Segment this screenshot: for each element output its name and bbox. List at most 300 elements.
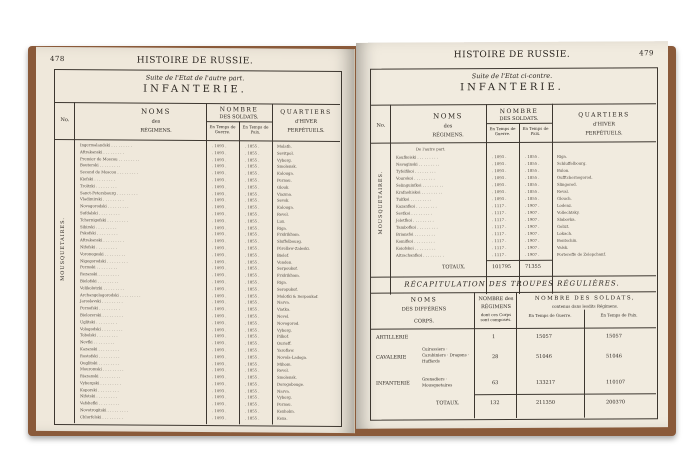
recap-hdr-paix: En Temps de Paix.: [600, 312, 638, 318]
right-row-9-war: . 1117 .: [492, 217, 507, 223]
left-row-13-names: Pskofski . . . . . . . . .: [80, 230, 118, 236]
left-row-19-quarter: Fridrikham.: [277, 272, 300, 278]
left-row-38-names: Vafshefki . . . . . . . . .: [80, 400, 120, 406]
recap-total-war: 211350: [536, 399, 556, 406]
left-row-37-names: Nifotski . . . . . . . . .: [80, 393, 117, 399]
right-row-3-quarter: Oufftchernogorod.: [557, 174, 593, 180]
left-war-col: [212, 143, 238, 422]
left-row-24-names: Pernofski . . . . . . . . .: [80, 305, 120, 311]
right-row-10-quarter: Golizt.: [557, 223, 570, 229]
left-row-25-war: . 1093 .: [212, 313, 227, 319]
left-row-39-war: . 1093 .: [212, 408, 227, 414]
left-hdr-des-soldats: DES SOLDATS.: [219, 114, 259, 121]
right-row-0-war: . 1093 .: [492, 154, 507, 160]
right-row-8-war: . 1117 .: [492, 210, 507, 216]
left-row-11-peace: . 1855 .: [245, 218, 260, 224]
left-row-34-war: . 1093 .: [212, 374, 227, 380]
left-row-27-war: . 1093 .: [212, 326, 227, 332]
right-row-8-names: Sevfkoi . . . . . . . . .: [396, 210, 432, 216]
left-row-1-peace: . 1855 .: [245, 150, 260, 156]
left-row-36-war: . 1093 .: [212, 387, 227, 393]
left-side-label: MOUSQUETAIRES.: [60, 217, 66, 281]
left-row-21-names: Velikolutzki . . . . . . . . .: [80, 284, 125, 291]
left-row-31-quarter: Novoïa-Ladoga.: [277, 354, 308, 360]
left-row-7-quarter: Viazma.: [277, 191, 293, 197]
left-row-36-peace: . 1855 .: [245, 388, 260, 394]
left-vline-3: [239, 121, 240, 424]
right-row-1-peace: . 1855 .: [525, 160, 540, 166]
right-row-14-names: Altrachanfkoi . . . . . . . . .: [396, 252, 444, 258]
left-row-13-war: . 1093 .: [212, 231, 227, 237]
left-row-20-names: Bielofski . . . . . . . . .: [80, 278, 119, 284]
left-row-27-quarter: Vyborg.: [277, 327, 292, 333]
right-page: [356, 41, 668, 429]
recap-cavalerie-sub: Cuirassiers · Carabiniers · Dragons · Huffards: [422, 346, 470, 364]
left-row-11-names: Tchernigofski . . . . . . . . .: [80, 216, 128, 223]
right-hdr-guerre: En Temps de Guerre.: [489, 125, 516, 137]
left-row-29-names: Nevfki . . . . . . . . .: [80, 339, 115, 345]
left-row-0-quarter: Molath.: [277, 143, 292, 149]
left-hdr-nombre: NOMBRE: [219, 106, 259, 114]
recap-cavalerie-label: CAVALERIE: [376, 354, 407, 361]
left-row-15-war: . 1093 .: [212, 245, 227, 251]
left-row-0-war: . 1093 .: [212, 143, 227, 149]
right-row-13-quarter: Valsk.: [557, 244, 569, 250]
right-vline-2: [486, 104, 487, 294]
left-row-7-war: . 1093 .: [212, 190, 227, 196]
left-row-34-peace: . 1855 .: [245, 374, 260, 380]
left-row-5-peace: . 1855 .: [245, 177, 260, 183]
left-row-10-war: . 1093 .: [212, 211, 227, 217]
right-row-2-war: . 1093 .: [492, 168, 507, 174]
left-row-18-quarter: Serpoukof.: [277, 265, 298, 272]
right-row-12-peace: . 1907 .: [525, 237, 540, 243]
right-row-2-quarter: Bulon.: [557, 167, 570, 173]
left-row-2-peace: . 1855 .: [245, 156, 260, 163]
right-running-head: [356, 49, 668, 61]
left-row-38-war: . 1093 .: [212, 401, 227, 407]
recap-cavalerie-peace: 51046: [606, 353, 622, 360]
right-row-7-peace: . 1907 .: [525, 202, 540, 208]
right-war-col: [492, 153, 518, 258]
recap-hdr-differens: DES DIFFÉRENS: [401, 306, 447, 313]
left-row-28-quarter: Pilkof.: [277, 333, 290, 339]
left-row-27-peace: . 1855 .: [245, 326, 260, 332]
right-row-5-names: Krafnohiskoi . . . . . . . . .: [396, 189, 443, 195]
left-row-26-war: . 1093 .: [212, 319, 227, 325]
left-row-25-peace: . 1855 .: [245, 313, 260, 319]
left-row-29-quarter: Ourieff.: [277, 340, 292, 346]
left-row-25-names: Bielozerski . . . . . . . . .: [80, 312, 124, 318]
recap-hdr-contenus: contenus dans lesdits Régimens.: [551, 303, 619, 309]
left-vline-4: [272, 104, 273, 425]
right-hdr-paix: En Temps de Paix.: [522, 125, 549, 136]
left-row-7-peace: . 1855 .: [245, 190, 260, 197]
right-quarter-col: [557, 152, 653, 258]
left-row-2-names: Premier de Moscou . . . . . . . . .: [80, 155, 140, 162]
right-hdr-des-soldats: DES SOLDATS.: [499, 115, 539, 123]
left-running-title: HISTOIRE DE RUSSIE.: [136, 55, 254, 67]
recap-artillerie-label: ARTILLERIE: [376, 334, 409, 341]
left-row-12-names: Sibirski . . . . . . . . .: [80, 223, 117, 230]
right-vline-4: [552, 104, 553, 294]
left-row-37-quarter: Vyborg.: [277, 395, 292, 401]
left-row-3-quarter: Smolensk.: [277, 163, 297, 170]
left-row-3-peace: . 1855 .: [245, 163, 260, 169]
left-row-2-quarter: Vyborg.: [277, 157, 292, 163]
right-hdr-perpetuels: PERPÉTUELS.: [585, 130, 623, 137]
right-subtitle: Suite de l'Etat ci-contre.: [471, 71, 553, 81]
recap-artillerie-regimens: 1: [492, 334, 496, 341]
left-row-3-names: Bouterski . . . . . . . . .: [80, 162, 121, 168]
right-row-7-names: Kazanfkoi . . . . . . . . .: [396, 203, 437, 209]
recap-total-peace: 200370: [606, 399, 626, 406]
left-row-40-war: . 1093 .: [212, 414, 227, 421]
left-vline-2: [206, 103, 207, 424]
recap-infanterie-regimens: 63: [492, 380, 499, 387]
right-row-13-peace: . 1907 .: [525, 244, 540, 250]
right-row-8-peace: . 1907 .: [525, 209, 540, 215]
right-row-3-war: . 1093 .: [492, 175, 507, 181]
left-row-13-quarter: Fridrikham.: [277, 231, 300, 238]
right-row-4-peace: . 1855 .: [525, 181, 540, 187]
left-row-13-peace: . 1855 .: [245, 231, 260, 237]
left-row-5-names: Kiefski . . . . . . . . .: [80, 176, 115, 182]
right-peace-col: [525, 153, 551, 258]
recap-vline-2: [516, 292, 517, 418]
recap-total-regimens: 132: [490, 400, 500, 407]
left-row-20-quarter: Riga.: [277, 279, 287, 285]
right-row-10-names: Tambofkoi . . . . . . . . .: [396, 224, 438, 230]
left-quarter-col: [277, 144, 337, 423]
left-row-10-names: Sufdalski . . . . . . . . .: [80, 210, 120, 216]
right-row-0-quarter: Riga.: [557, 153, 567, 159]
recap-vline-3: [584, 310, 585, 418]
left-row-22-quarter: Molotki & Serpoukof.: [277, 293, 319, 299]
right-row-2-peace: . 1855 .: [525, 167, 540, 173]
left-row-36-names: Koporski . . . . . . . . .: [80, 386, 119, 393]
recap-hdr-nombre: NOMBRE des: [478, 295, 514, 303]
left-subtitle: Suite de l'Etat de l'autre part.: [145, 73, 245, 83]
right-hdr-regimens: RÉGIMENS.: [432, 132, 464, 139]
left-row-35-quarter: Dorogobouge.: [277, 381, 305, 387]
right-row-10-peace: . 1907 .: [525, 223, 540, 229]
left-hdr-perpetuels: PERPÉTUELS.: [287, 127, 325, 134]
left-row-6-war: . 1093 .: [212, 183, 227, 189]
left-row-33-war: . 1093 .: [212, 367, 227, 373]
right-row-11-war: . 1117 .: [492, 231, 507, 237]
left-row-17-peace: . 1855 .: [245, 258, 260, 264]
left-row-24-quarter: Viatka.: [277, 306, 291, 312]
left-row-39-peace: . 1855 .: [245, 408, 260, 414]
left-hdr-regimens: RÉGIMENS.: [140, 127, 172, 134]
left-row-17-quarter: Venden.: [277, 259, 293, 265]
left-row-0-names: Ingermalandski . . . . . . . . .: [80, 142, 132, 148]
right-row-1-quarter: Schluffelbourg.: [557, 160, 587, 166]
right-hdr-nombre: NOMBRE: [499, 107, 539, 116]
left-row-12-peace: . 1855 .: [245, 224, 260, 231]
recap-infanterie-war: 133217: [536, 379, 556, 386]
left-title: INFANTERIE.: [143, 83, 247, 96]
left-hdr-hiver: d'HIVER: [295, 118, 317, 125]
left-row-12-quarter: Riga.: [277, 225, 287, 231]
left-row-24-peace: . 1855 .: [245, 306, 260, 312]
recap-infanterie-sub: Grenadiers · Mousquetaires: [422, 376, 453, 388]
left-row-16-names: Voronegeski . . . . . . . . .: [80, 250, 126, 257]
right-row-4-quarter: Slingorod.: [557, 181, 577, 187]
recap-totals-label: TOTAUX.: [436, 400, 460, 407]
left-row-22-peace: . 1855 .: [245, 292, 260, 298]
left-row-6-names: Troïtzki . . . . . . . . .: [80, 182, 117, 189]
left-row-37-war: . 1093 .: [212, 394, 227, 400]
right-row-12-names: Komifkoi . . . . . . . . .: [396, 238, 435, 244]
left-row-28-names: Tobolski . . . . . . . . .: [80, 332, 118, 338]
right-vline-1: [390, 105, 391, 295]
left-row-23-peace: . 1855 .: [245, 299, 260, 305]
left-row-30-quarter: Yaroflaw.: [277, 347, 295, 353]
left-row-22-names: Archangelogorodski . . . . . . . . .: [80, 291, 141, 298]
left-row-34-quarter: Smolensk.: [277, 374, 297, 380]
left-row-21-war: . 1093 .: [212, 285, 227, 291]
right-row-9-peace: . 1907 .: [525, 216, 540, 222]
left-row-15-quarter: Pérellaw-Zaleski.: [277, 245, 310, 251]
left-row-18-names: Permski . . . . . . . . .: [80, 264, 118, 270]
left-hdr-des: des: [151, 118, 161, 125]
right-names-col: [396, 153, 484, 258]
left-vline-1: [74, 102, 75, 423]
left-row-26-names: Uglitski . . . . . . . . .: [80, 318, 117, 325]
right-total-peace: 71355: [525, 263, 541, 270]
right-row-5-quarter: Reval.: [557, 188, 569, 194]
left-row-14-names: Aftrakanski . . . . . . . . .: [80, 237, 124, 243]
recap-infanterie-label: INFANTERIE: [376, 380, 410, 387]
right-row-12-war: . 1117 .: [492, 238, 507, 244]
right-row-4-war: . 1093 .: [492, 182, 507, 188]
recap-artillerie-peace: 15057: [606, 333, 622, 340]
left-row-20-peace: . 1855 .: [245, 279, 260, 285]
left-row-16-peace: . 1855 .: [245, 252, 260, 258]
right-row-5-peace: . 1855 .: [525, 188, 540, 194]
left-row-4-names: Second de Moscou . . . . . . . . .: [80, 169, 138, 175]
right-row-10-war: . 1117 .: [492, 224, 507, 230]
right-row-1-war: . 1093 .: [492, 161, 507, 167]
left-row-21-quarter: Seropukof.: [277, 286, 298, 292]
left-row-26-peace: . 1855 .: [245, 320, 260, 326]
left-row-30-names: Kazanski . . . . . . . . .: [80, 346, 119, 352]
right-hdr-hiver: d'HIVER: [593, 121, 615, 128]
left-row-14-quarter: Sluffelbourg.: [277, 238, 303, 244]
left-row-23-quarter: Narva.: [277, 299, 291, 305]
left-row-40-quarter: Kexa.: [277, 415, 288, 421]
left-row-27-names: Vologodski . . . . . . . . .: [80, 325, 123, 332]
left-row-16-quarter: Bielef.: [277, 252, 290, 258]
right-row-7-war: . 1117 .: [492, 203, 507, 209]
right-row-6-quarter: Glouch.: [557, 195, 572, 201]
left-row-4-war: . 1093 .: [212, 170, 227, 176]
left-row-19-war: . 1093 .: [212, 272, 227, 278]
right-row-13-names: Koiofskoi . . . . . . . . .: [396, 245, 436, 251]
right-row-8-quarter: Vollechtsky.: [557, 209, 580, 215]
right-row-3-names: Vourokoi . . . . . . . . .: [396, 175, 435, 181]
left-running-head: [36, 54, 354, 67]
left-names-col: [80, 142, 204, 422]
left-row-39-quarter: Kexholm.: [277, 408, 295, 414]
right-row-3-peace: . 1855 .: [525, 174, 540, 180]
left-row-32-quarter: Mihom.: [277, 361, 292, 367]
left-row-8-peace: . 1855 .: [245, 197, 260, 203]
recap-hdr-nombre-soldats: NOMBRE DES SOLDATS,: [534, 295, 636, 302]
left-row-30-war: . 1093 .: [212, 347, 227, 353]
recap-hdr-dont: dont ces Corps sont composés.: [480, 312, 512, 323]
left-hdr-paix: En Temps de Paix.: [242, 124, 269, 135]
recap-hdr-regimens: RÉGIMENS: [481, 304, 511, 311]
right-row-7-quarter: Lodenz.: [557, 202, 573, 208]
left-row-22-war: . 1093 .: [212, 292, 227, 298]
left-row-14-war: . 1093 .: [212, 238, 227, 244]
left-row-33-quarter: Revel.: [277, 367, 289, 373]
left-row-31-peace: . 1855 .: [245, 354, 260, 360]
left-row-11-war: . 1093 .: [212, 217, 227, 223]
left-row-40-peace: . 1855 .: [245, 415, 260, 421]
left-hdr-noms: NOMS: [141, 107, 171, 116]
left-row-8-war: . 1093 .: [212, 197, 227, 203]
left-row-31-war: . 1093 .: [212, 353, 227, 359]
recap-cavalerie-regimens: 28: [492, 354, 499, 361]
left-row-20-war: . 1093 .: [212, 279, 227, 285]
right-total-war: 101795: [492, 264, 512, 271]
left-row-32-names: Ouglitski . . . . . . . . .: [80, 359, 120, 365]
left-row-15-names: Nifofski . . . . . . . . .: [80, 244, 117, 250]
left-row-2-war: . 1093 .: [212, 156, 227, 162]
left-row-19-peace: . 1855 .: [245, 272, 260, 278]
right-carry-label: De l'autre part.: [416, 146, 446, 152]
left-row-3-war: . 1093 .: [212, 163, 227, 169]
right-row-5-war: . 1093 .: [492, 189, 507, 195]
left-row-15-peace: . 1855 .: [245, 245, 260, 251]
left-row-38-peace: . 1855 .: [245, 401, 260, 407]
left-row-28-war: . 1093 .: [212, 333, 227, 339]
left-row-9-names: Novogorodski . . . . . . . . .: [80, 203, 129, 209]
right-row-13-war: . 1117 .: [492, 245, 507, 251]
left-hdr-quartiers: QUARTIERS: [280, 108, 332, 116]
left-row-17-war: . 1093 .: [212, 258, 227, 264]
right-hdr-des: des: [443, 123, 453, 130]
left-row-31-names: Rostofski . . . . . . . . .: [80, 352, 120, 359]
left-row-10-peace: . 1855 .: [245, 211, 260, 217]
left-row-1-quarter: Sevitpol.: [277, 150, 294, 156]
right-row-6-peace: . 1855 .: [525, 195, 540, 201]
left-row-5-quarter: Pernau.: [277, 177, 292, 183]
left-row-11-quarter: Lux.: [277, 218, 286, 224]
right-row-11-names: Briansfoi . . . . . . . . .: [396, 231, 436, 237]
left-row-24-war: . 1093 .: [212, 306, 227, 312]
left-row-17-names: Nigegorodski . . . . . . . . .: [80, 257, 128, 264]
recap-vline-1: [474, 292, 475, 418]
left-row-18-peace: . 1855 .: [245, 265, 260, 271]
right-row-6-names: Tulfkoi . . . . . . . . .: [396, 196, 432, 202]
left-row-32-peace: . 1855 .: [245, 360, 260, 366]
right-row-2-names: Tyfelfikoi . . . . . . . . .: [396, 168, 436, 174]
recap-hdr-guerre: En Temps de Guerre.: [528, 312, 572, 318]
left-row-35-peace: . 1855 .: [245, 381, 260, 387]
left-row-14-peace: . 1855 .: [245, 238, 260, 244]
left-row-21-peace: . 1855 .: [245, 286, 260, 292]
left-row-18-war: . 1093 .: [212, 265, 227, 271]
left-row-40-names: Chlurfelski . . . . . . . . .: [80, 414, 123, 420]
left-row-23-names: Jaroslavski . . . . . . . . .: [80, 298, 123, 304]
left-row-19-names: Rezanski . . . . . . . . .: [80, 271, 120, 277]
right-row-1-names: Navaginski . . . . . . . . .: [396, 161, 440, 167]
right-row-4-names: Selinguinfkoi . . . . . . . . .: [396, 182, 444, 188]
left-hdr-no: No.: [60, 117, 70, 124]
left-page: [36, 47, 355, 433]
left-row-6-quarter: Glouk.: [277, 184, 290, 190]
left-row-5-war: . 1093 .: [212, 177, 227, 183]
right-row-14-peace: . 1907 .: [525, 251, 540, 257]
left-row-37-peace: . 1855 .: [245, 394, 260, 400]
right-running-title: HISTOIRE DE RUSSIE.: [453, 49, 571, 61]
left-row-25-quarter: Nevel.: [277, 313, 290, 319]
right-row-11-peace: . 1907 .: [525, 230, 540, 236]
left-row-32-war: . 1093 .: [212, 360, 227, 366]
left-row-33-names: Mouromski . . . . . . . . .: [80, 366, 124, 372]
left-row-35-war: . 1093 .: [212, 381, 227, 387]
left-row-39-names: Novotrogitski . . . . . . . . .: [80, 407, 129, 413]
right-row-12-quarter: Bontschin.: [557, 237, 578, 243]
left-row-9-peace: . 1855 .: [245, 204, 260, 210]
left-row-29-war: . 1093 .: [212, 340, 227, 346]
recap-title: RÉCAPITULATION DES TROUPES RÉGULIÈRES.: [404, 279, 620, 289]
left-page-number: 478: [50, 54, 65, 64]
left-row-8-quarter: Sevsk.: [277, 197, 290, 204]
left-hdr-guerre: En Temps de Guerre.: [209, 124, 236, 135]
left-peace-col: [245, 143, 271, 422]
left-row-23-war: . 1093 .: [212, 299, 227, 305]
left-row-34-names: Riazanski . . . . . . . . .: [80, 373, 121, 379]
recap-hdr-noms: NOMS: [410, 296, 438, 304]
left-row-8-names: Vladimirski . . . . . . . . .: [80, 196, 124, 202]
left-row-9-war: . 1093 .: [212, 204, 227, 210]
right-row-6-war: . 1093 .: [492, 196, 507, 202]
left-row-29-peace: . 1855 .: [245, 340, 260, 346]
right-hdr-no: No.: [376, 122, 386, 129]
right-row-0-names: Koufkoiski . . . . . . . . .: [396, 154, 438, 160]
left-row-7-names: Sanct-Petersbourg . . . . . . . . .: [80, 189, 138, 196]
right-hdr-quartiers: QUARTIERS: [578, 111, 630, 119]
left-row-12-war: . 1093 .: [212, 224, 227, 230]
left-row-16-war: . 1093 .: [212, 251, 227, 257]
right-side-label: MOUSQUETAIRES.: [378, 170, 384, 235]
left-row-9-quarter: Kalouga.: [277, 204, 294, 210]
right-hdr-noms: NOMS: [433, 112, 463, 121]
recap-artillerie-war: 15057: [536, 333, 552, 340]
recap-infanterie-peace: 110107: [606, 379, 626, 386]
left-row-26-quarter: Novogorod.: [277, 320, 300, 326]
right-row-0-peace: . 1855 .: [525, 153, 540, 159]
right-row-9-names: Jeletfkoi . . . . . . . . .: [396, 217, 434, 223]
recap-cavalerie-war: 51046: [536, 353, 552, 360]
left-row-36-quarter: Narva.: [277, 388, 291, 394]
left-row-1-names: Aftrakanski . . . . . . . . .: [80, 148, 124, 155]
right-row-14-war: . 1117 .: [492, 252, 507, 258]
right-title: INFANTERIE.: [460, 81, 564, 94]
left-row-30-peace: . 1855 .: [245, 347, 260, 353]
left-row-38-quarter: Pernau.: [277, 401, 292, 407]
left-row-6-peace: . 1855 .: [245, 184, 260, 190]
left-row-28-peace: . 1855 .: [245, 333, 260, 339]
left-row-0-peace: . 1855 .: [245, 143, 260, 149]
right-vline-3: [519, 123, 520, 294]
